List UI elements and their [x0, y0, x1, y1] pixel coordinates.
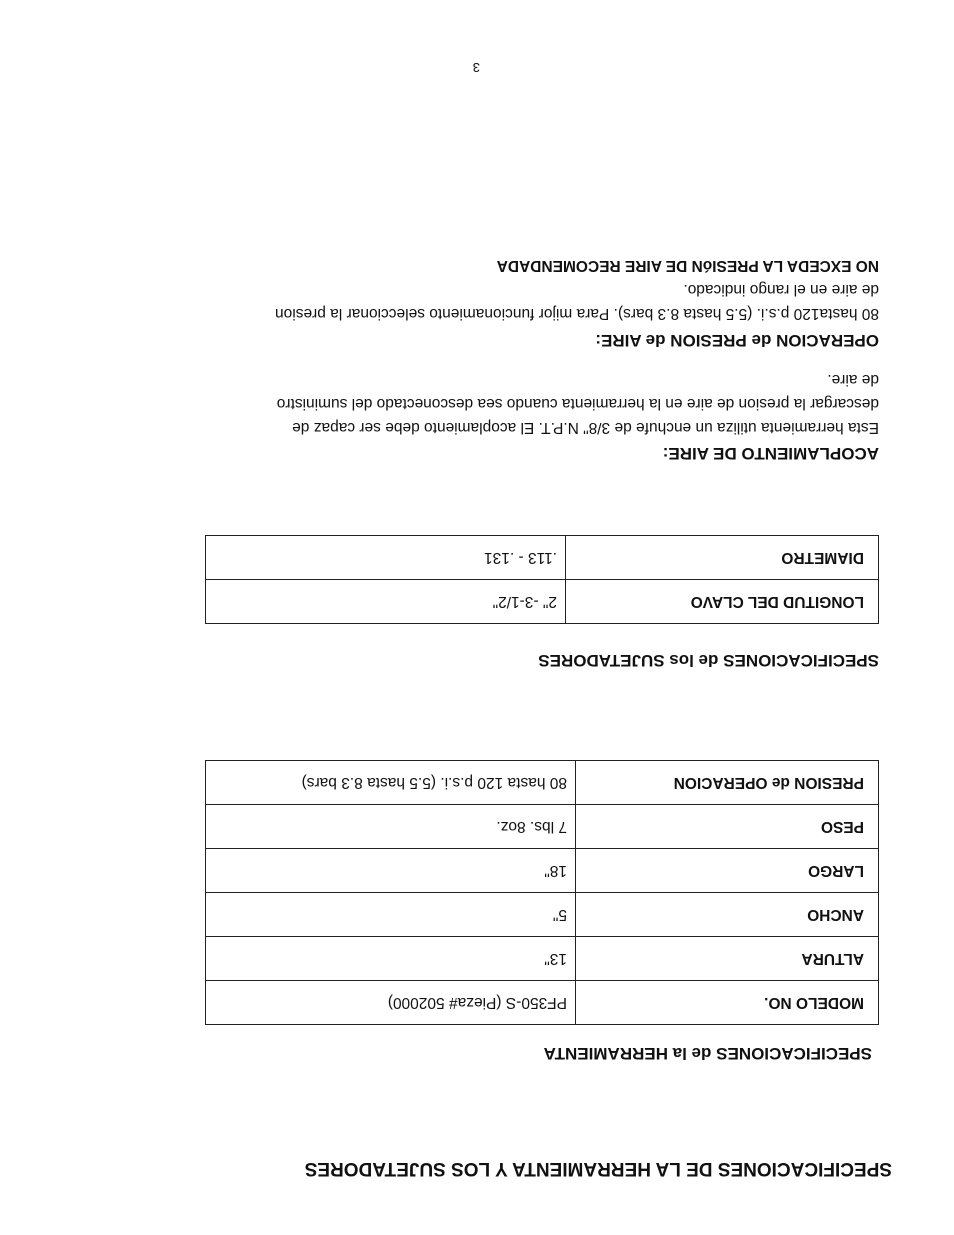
- row-value: 2" -3-1/2": [206, 580, 566, 624]
- fastener-spec-table: [205, 535, 879, 624]
- tool-spec-table: [205, 760, 879, 1025]
- page-number: 3: [472, 60, 480, 75]
- coupling-title: ACOPLAMIENTO DE AIRE:: [662, 444, 879, 463]
- coupling-line: descargar la presion de aire en la herramienta cuando sea desconectado del suministro: [276, 395, 879, 412]
- pressure-line: de aire en el rango indicado.: [683, 281, 879, 298]
- coupling-line: de aire.: [827, 371, 879, 388]
- table-row: [206, 805, 879, 849]
- table-row: [206, 937, 879, 981]
- row-value: 13": [206, 937, 576, 981]
- pressure-warning: NO EXCEDA LA PRESIóN DE AIRE RECOMENDADA: [496, 257, 879, 274]
- pressure-text: [139, 253, 879, 325]
- coupling-line: Esta herramienta utiliza un enchufe de 3/8" N.P.T. El acoplamiento debe ser capaz de: [292, 419, 879, 436]
- row-value: .113 - .131: [206, 536, 566, 580]
- coupling-text: [139, 367, 879, 439]
- row-value: PF350-S (Pieza# 502000): [206, 981, 576, 1025]
- table-row: [206, 981, 879, 1025]
- table-row: [206, 580, 879, 624]
- table-row: [206, 761, 879, 805]
- table-row: [206, 893, 879, 937]
- pressure-line: 80 hasta120 p.s.i. (5.5 hasta 8.3 bars). Para mijor funcionamiento seleccionar la presion: [275, 305, 879, 322]
- row-label: PESO: [576, 805, 879, 849]
- row-value: 80 hasta 120 p.s.i. (5.5 hasta 8.3 bars): [206, 761, 576, 805]
- fastener-spec-title: SPECIFICACIONES de los SUJETADORES: [538, 651, 879, 670]
- main-title: SPECIFICACIONES DE LA HERRAMIENTA Y LOS SUJETADORES: [304, 1158, 892, 1179]
- row-label: PRESION de OPERACION: [576, 761, 879, 805]
- row-label: LONGITUD DEL CLAVO: [566, 580, 879, 624]
- table-row: [206, 849, 879, 893]
- row-label: ANCHO: [576, 893, 879, 937]
- row-value: 5": [206, 893, 576, 937]
- pressure-title: OPERACION de PRESION de AIRE:: [595, 331, 879, 350]
- table-row: [206, 536, 879, 580]
- row-value: 18": [206, 849, 576, 893]
- row-label: ALTURA: [576, 937, 879, 981]
- row-label: LARGO: [576, 849, 879, 893]
- row-label: MODELO NO.: [576, 981, 879, 1025]
- tool-spec-title: SPECIFICACIONES de la HERRAMIENTA: [543, 1044, 872, 1063]
- row-label: DIAMETRO: [566, 536, 879, 580]
- row-value: 7 lbs. 8oz.: [206, 805, 576, 849]
